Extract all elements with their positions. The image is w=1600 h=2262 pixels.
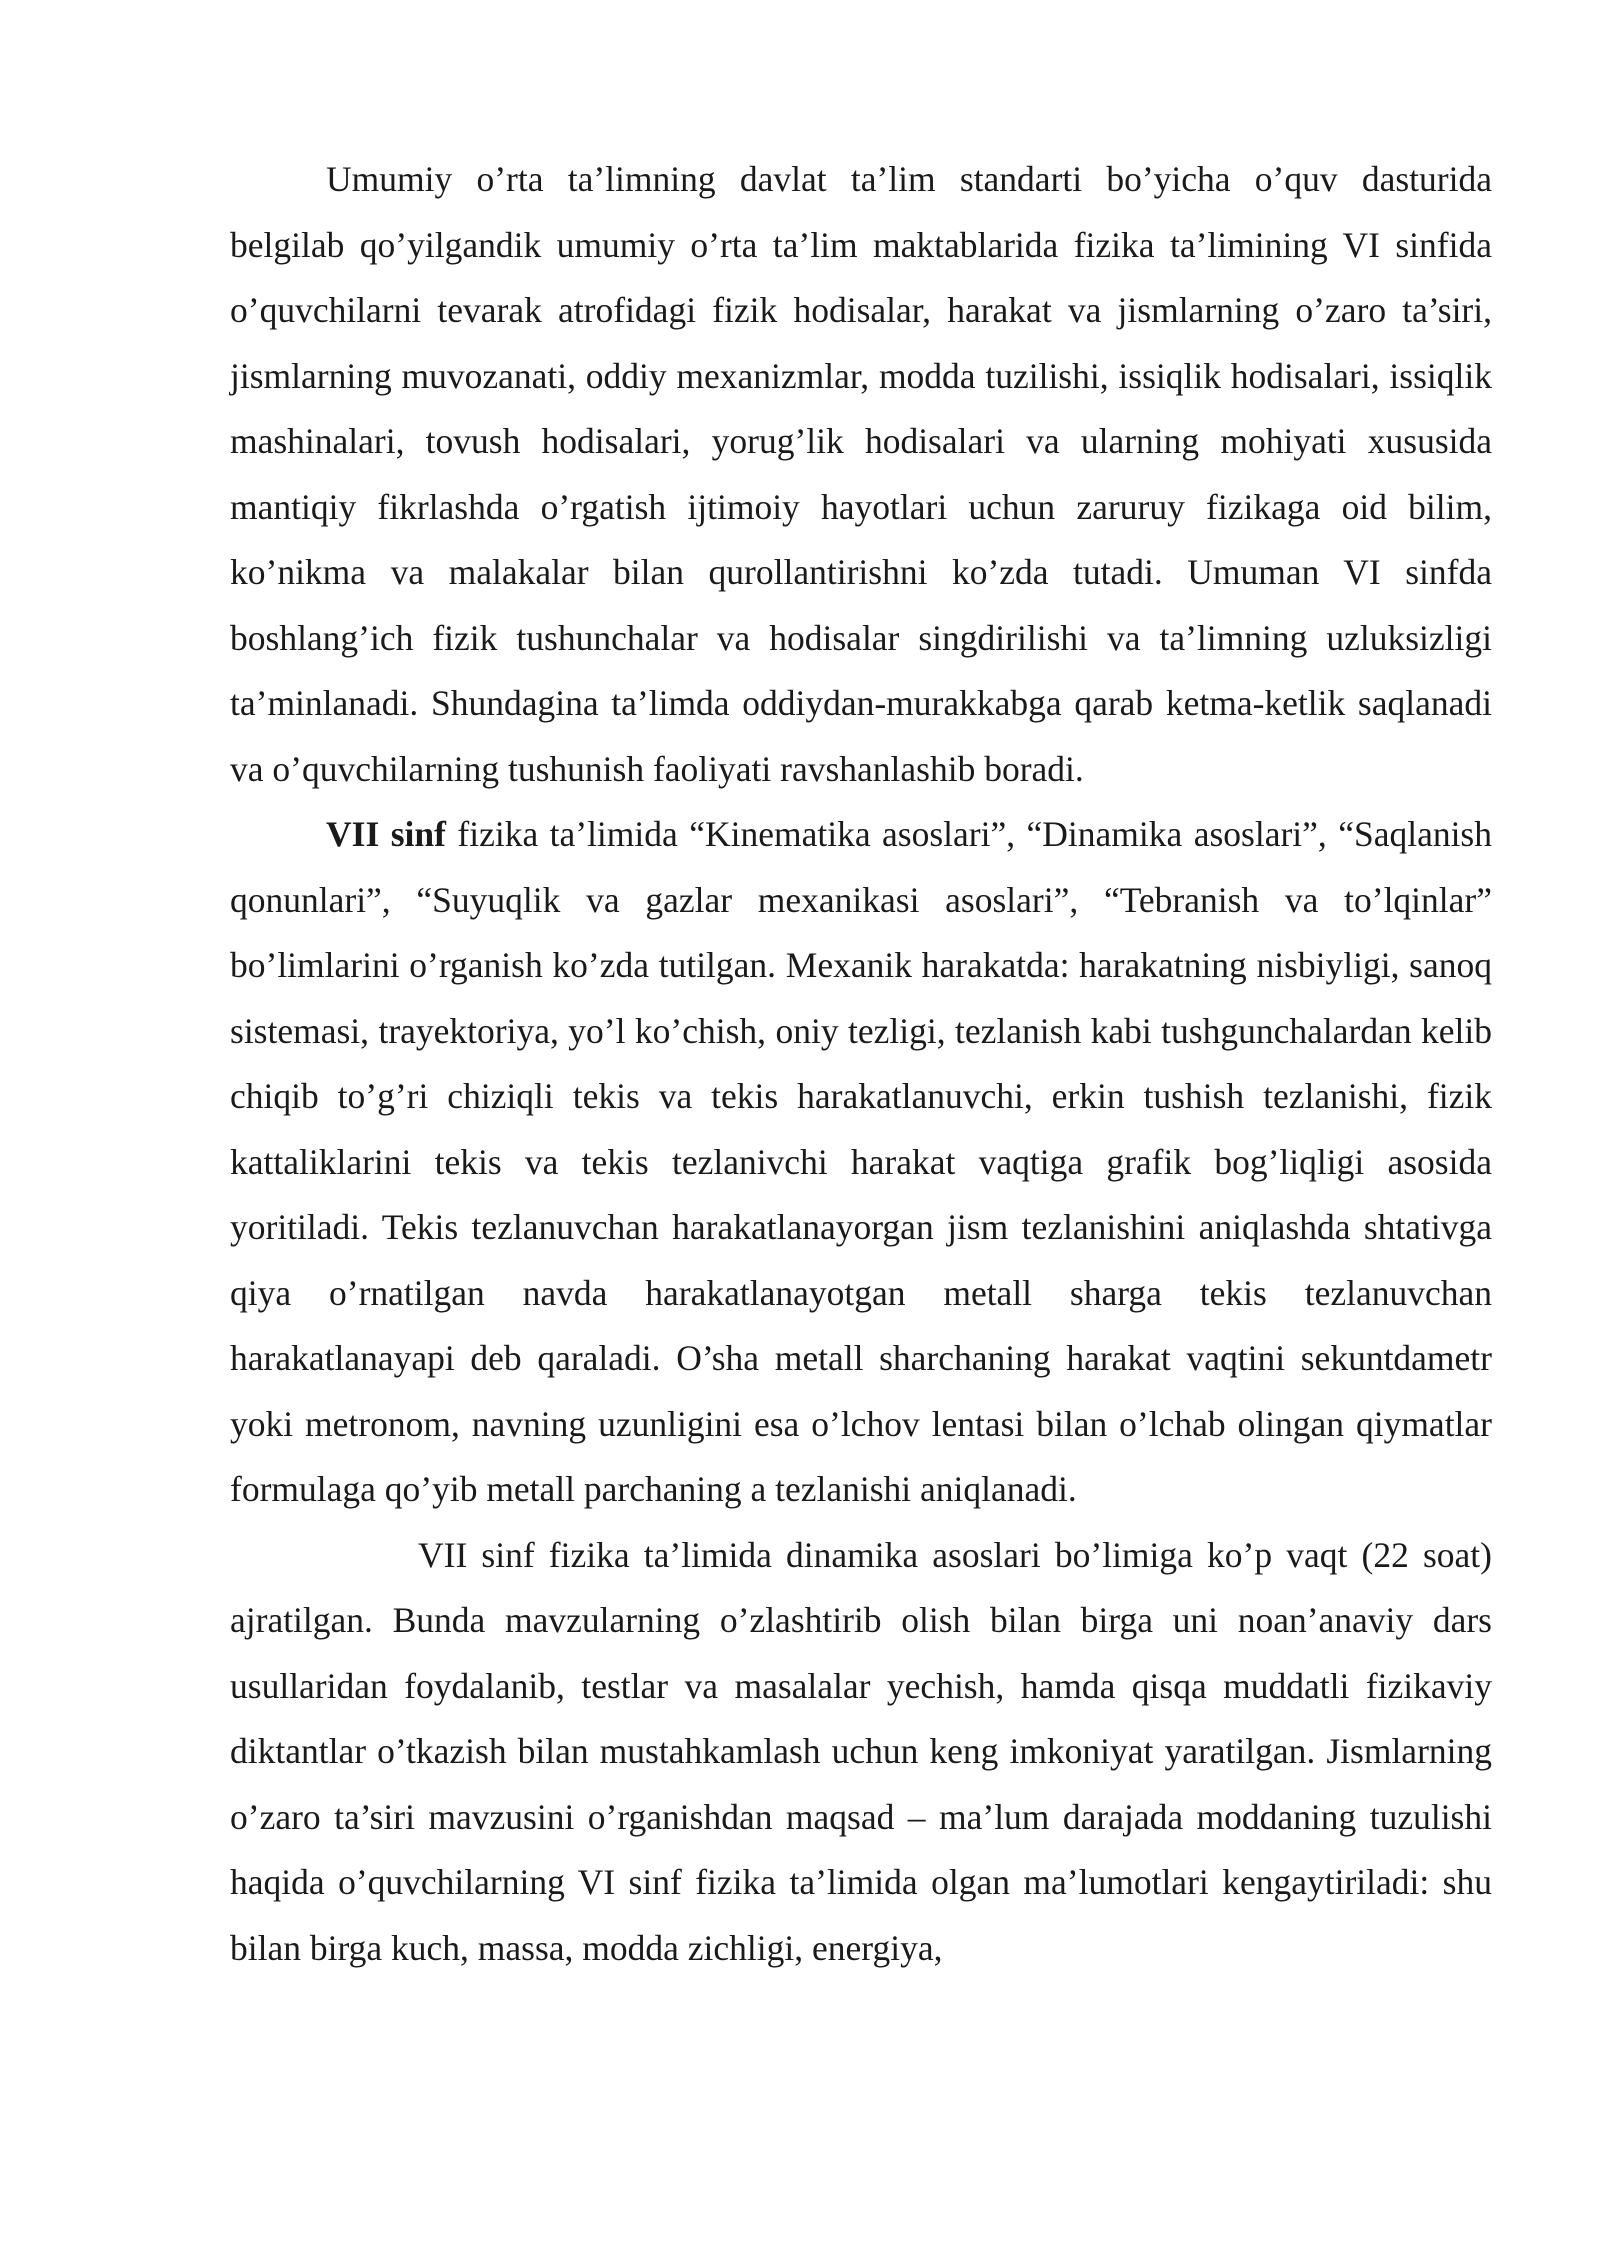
paragraph-1-text: Umumiy o’rta ta’limning davlat ta’lim standarti bo’yicha o’quv dasturida belgilab qo’yilgandik umumiy o’rta ta’lim maktablarida fizika ta’limining VI sinfida o’quvchilarni tevarak atrofidagi fizik hodisalar, harakat va jismlarning o’zaro ta’siri, jismlarning muvozanati, oddiy mexanizmlar, modda tuzilishi, issiqlik hodisalari, issiqlik mashinalari, tovush hodisalari, yorug’lik hodisalari va ularning mohiyati xususida mantiqiy fikrlashda o’rgatish ijtimoiy hayotlari uchun zaruruy fizikaga oid bilim, ko’nikma va malakalar bilan qurollantirishni ko’zda tutadi. Umuman VI sinfda boshlang’ich fizik tushunchalar va hodisalar singdirilishi va ta’limning uzluksizligi ta’minlanadi. Shundagina ta’limda oddiydan-murakkabga qarab ketma-ketlik saqlanadi va o’quvchilarning tushunish faoliyati ravshanlashib boradi. (230, 159, 1492, 789)
body-text (230, 147, 1492, 1981)
paragraph-2-bold-lead: VII sinf (326, 814, 446, 854)
paragraph-2 (230, 802, 1492, 1523)
paragraph-1 (230, 147, 1492, 802)
paragraph-3 (230, 1523, 1492, 1982)
paragraph-2-text: fizika ta’limida “Kinematika asoslari”, “Dinamika asoslari”, “Saqlanish qonunlari”, “Suyuqlik va gazlar mexanikasi asoslari”, “Tebranish va to’lqinlar” bo’limlarini o’rganish ko’zda tutilgan. Mexanik harakatda: harakatning nisbiyligi, sanoq sistemasi, trayektoriya, yo’l ko’chish, oniy tezligi, tezlanish kabi tushgunchalardan kelib chiqib to’g’ri chiziqli tekis va tekis harakatlanuvchi, erkin tushish tezlanishi, fizik kattaliklarini tekis va tekis tezlanivchi harakat vaqtiga grafik bog’liqligi asosida yoritiladi. Tekis tezlanuvchan harakatlanayorgan jism tezlanishini aniqlashda shtativga qiya o’rnatilgan navda harakatlanayotgan metall sharga tekis tezlanuvchan harakatlanayapi deb qaraladi. O’sha metall sharchaning harakat vaqtini sekuntdametr yoki metronom, navning uzunligini esa o’lchov lentasi bilan o’lchab olingan qiymatlar formulaga qo’yib metall parchaning a tezlanishi aniqlanadi. (230, 814, 1492, 1509)
paragraph-3-text: VII sinf fizika ta’limida dinamika asoslari bo’limiga ko’p vaqt (22 soat) ajratilgan. Bunda mavzularning o’zlashtirib olish bilan birga uni noan’anaviy dars usullaridan foydalanib, testlar va masalalar yechish, hamda qisqa muddatli fizikaviy diktantlar o’tkazish bilan mustahkamlash uchun keng imkoniyat yaratilgan. Jismlarning o’zaro ta’siri mavzusini o’rganishdan maqsad – ma’lum darajada moddaning tuzulishi haqida o’quvchilarning VI sinf fizika ta’limida olgan ma’lumotlari kengaytiriladi: shu bilan birga kuch, massa, modda zichligi, energiya, (230, 1534, 1492, 1968)
